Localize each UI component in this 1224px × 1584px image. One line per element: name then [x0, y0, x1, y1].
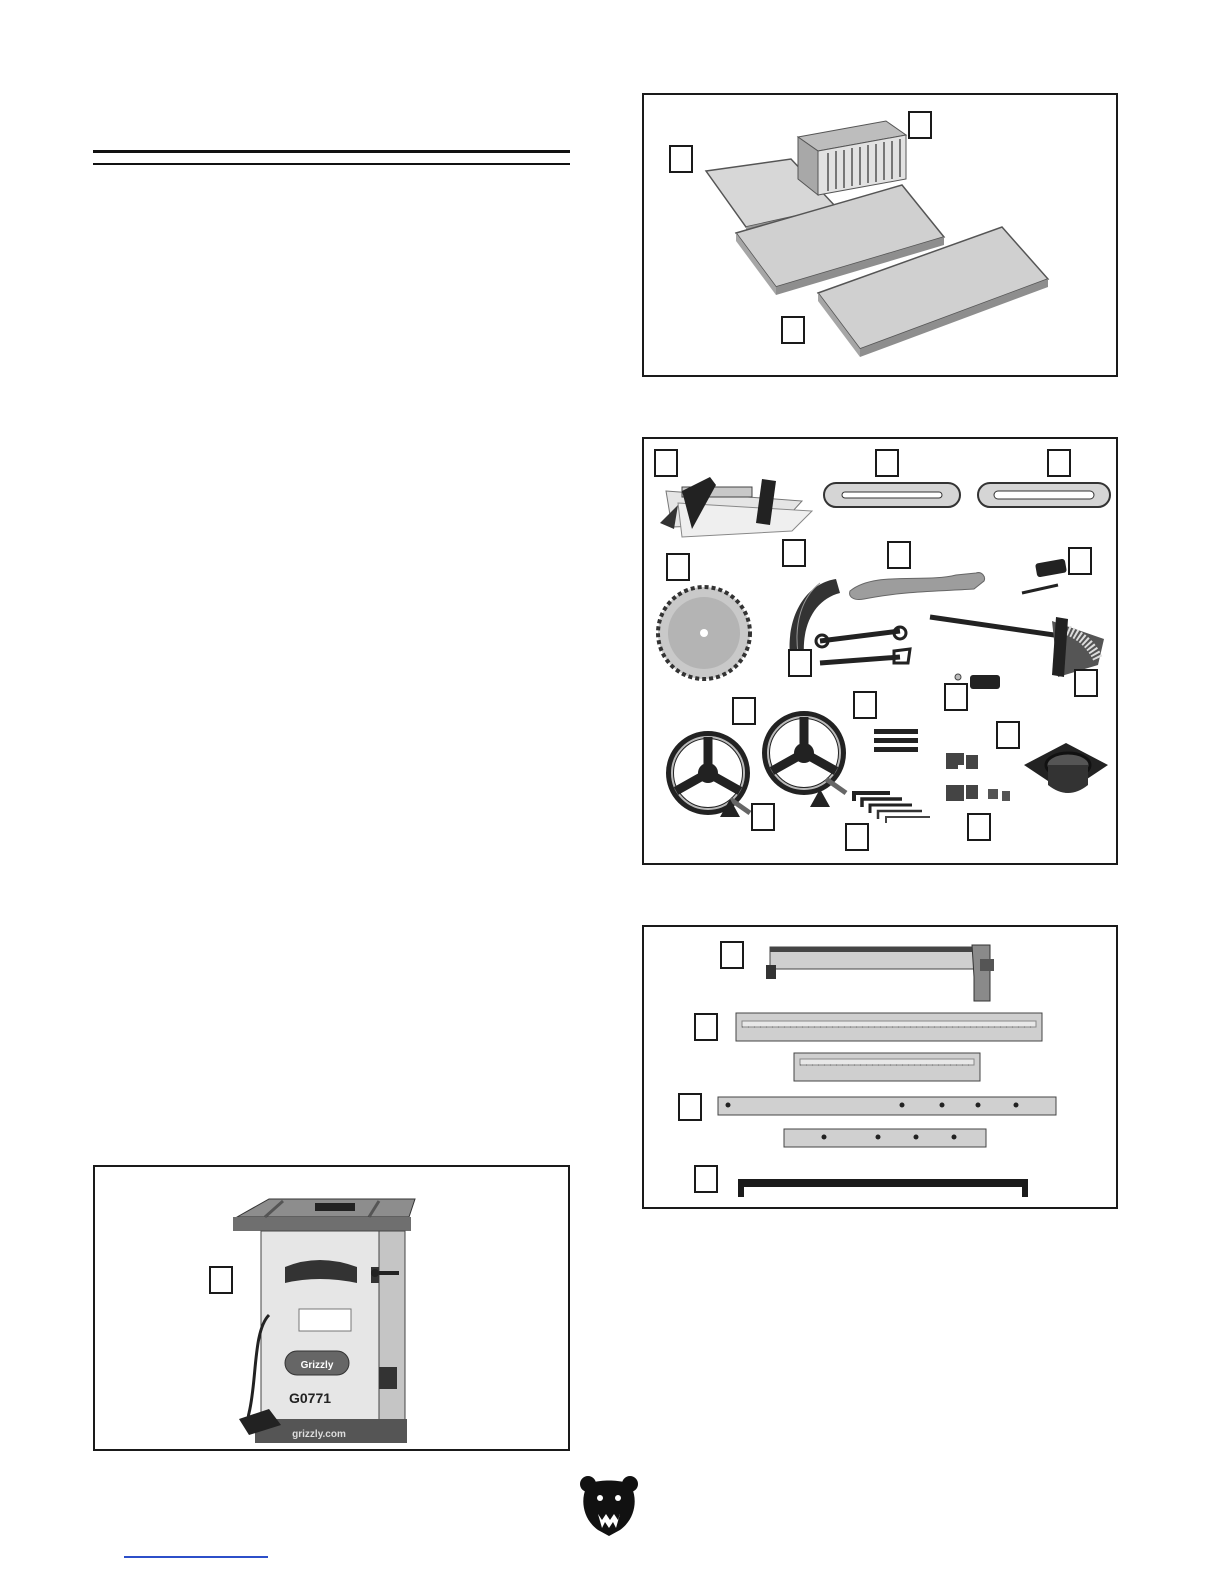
figure-callout-label: [1047, 449, 1071, 477]
table-insert-strips: [872, 727, 922, 755]
rear-rail-extension: [782, 1127, 990, 1151]
section-rule-bottom: [93, 163, 570, 165]
grizzly-bear-logo: [580, 1474, 638, 1536]
figure-callout-label: [967, 813, 991, 841]
saw-blade: [654, 583, 754, 683]
figure-callout-label: [908, 111, 932, 139]
handwheel-right: [760, 709, 850, 799]
front-rail-extension: [792, 1051, 982, 1083]
rip-fence: [762, 941, 1002, 1007]
figure-callout-label: [845, 823, 869, 851]
figure-callout-label: [751, 803, 775, 831]
cabinet-url-label: grizzly.com: [292, 1429, 346, 1440]
dust-port: [1020, 735, 1112, 815]
figure-callout-label: [996, 721, 1020, 749]
extension-wing-right: [814, 223, 1054, 373]
figure-callout-label: [654, 449, 678, 477]
footer-link-underline[interactable]: [124, 1556, 268, 1558]
figure-callout-label: [666, 553, 690, 581]
figure-fence-parts: [642, 925, 1118, 1209]
front-rail: [734, 1011, 1046, 1045]
figure-callout-label: [694, 1013, 718, 1041]
figure-callout-label: [781, 316, 805, 344]
blade-guard-assembly: [652, 471, 812, 541]
arbor-wrenches: [814, 627, 914, 675]
figure-callout-label: [732, 697, 756, 725]
lock-knob: [1016, 557, 1070, 597]
figure-callout-label: [887, 541, 911, 569]
cabinet-model-label: G0771: [289, 1390, 332, 1406]
figure-callout-label: [788, 649, 812, 677]
section-rule-top: [93, 150, 570, 153]
figure-callout-label: [782, 539, 806, 567]
figure-callout-label: [944, 683, 968, 711]
figure-callout-label: [720, 941, 744, 969]
figure-callout-label: [678, 1093, 702, 1121]
spacer-blocks: [944, 751, 1014, 807]
figure-callout-label: [694, 1165, 718, 1193]
figure-callout-label: [1068, 547, 1092, 575]
figure-small-parts: [642, 437, 1118, 865]
fence-rail-tube: [736, 1173, 1032, 1201]
cabinet-brand-label: Grizzly: [300, 1360, 334, 1371]
rear-rail: [716, 1095, 1060, 1119]
figure-callout-label: [669, 145, 693, 173]
figure-table-parts: [642, 93, 1118, 377]
push-stick: [844, 565, 994, 605]
figure-callout-label: [875, 449, 899, 477]
figure-cabinet: [93, 1165, 570, 1451]
handwheel-handles: [716, 787, 836, 827]
throat-plate: [822, 479, 962, 511]
dado-throat-plate: [976, 479, 1112, 511]
figure-callout-label: [1074, 669, 1098, 697]
saw-cabinet-base: [229, 1191, 419, 1451]
figure-callout-label: [209, 1266, 233, 1294]
figure-callout-label: [853, 691, 877, 719]
